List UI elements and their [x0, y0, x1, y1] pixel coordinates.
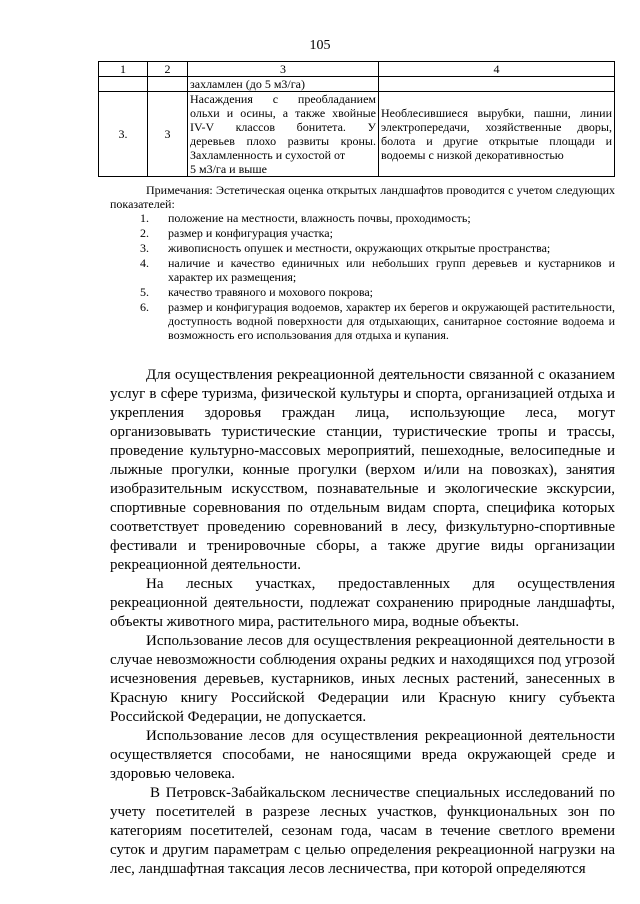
table-header-cell: 2: [148, 62, 188, 77]
list-item-number: 2.: [140, 226, 149, 240]
list-item-text: размер и конфигурация участка;: [168, 226, 333, 240]
table-row: [99, 92, 615, 177]
list-item: [110, 256, 615, 284]
list-item-text: положение на местности, влажность почвы, проходимость;: [168, 211, 471, 225]
list-item-text: качество травяного и мохового покрова;: [168, 285, 373, 299]
table-cell: [148, 77, 188, 92]
table-notes: [110, 183, 615, 343]
table-header-cell: 1: [99, 62, 148, 77]
page-number: 105: [309, 38, 331, 53]
list-item: [110, 300, 615, 342]
cell-line: Захламленность и сухостой от: [190, 148, 346, 162]
paragraph: В Петровск-Забайкальском лесничестве специальных исследований по учету посетителей в разрезе лесных участков, функциональных зон по категориям посетителей, сезонам года, часам в течение светлого времени суток и другим параметрам с целью определения рекреационной нагрузки на лес, ландшафтная таксация лесов лесничества, при которой определяются: [110, 785, 615, 877]
cell-line: деревьев плохо развиты кроны.: [190, 134, 376, 148]
table-cell: 3: [148, 92, 188, 177]
cell-line: электропередачи, хозяйственные дворы,: [381, 120, 612, 134]
list-item-number: 6.: [140, 300, 149, 314]
table-cell: [379, 92, 615, 177]
body-text: [110, 366, 615, 879]
table-cell: [99, 77, 148, 92]
cell-line: водоемы с низкой декоративностью: [381, 148, 564, 162]
table-row: [99, 77, 615, 92]
table-cell: [379, 77, 615, 92]
landscape-table: [98, 61, 615, 177]
list-item-number: 4.: [140, 256, 149, 270]
notes-list: [110, 211, 615, 342]
cell-line: Насаждения с преобладанием: [190, 92, 376, 106]
list-item: [110, 226, 615, 240]
list-item-text: наличие и качество единичных или небольших групп деревьев и кустарников и характер их размещения;: [168, 256, 615, 284]
cell-line: ольхи и осины, а также хвойные: [190, 106, 376, 120]
table-header-cell: 4: [379, 62, 615, 77]
list-item-number: 3.: [140, 241, 149, 255]
list-item: [110, 285, 615, 299]
paragraph: Использование лесов для осуществления рекреационной деятельности в случае невозможности соблюдения охраны редких и находящихся под угрозой исчезновения деревьев, кустарников, иных лесных растений, занесенных в Красную книгу Российской Федерации или Красную книгу субъекта Российской Федерации, не допускается.: [110, 633, 615, 725]
list-item-text: живописность опушек и местности, окружающих открытые пространства;: [168, 241, 551, 255]
table-cell: захламлен (до 5 м3/га): [188, 77, 379, 92]
list-item: [110, 211, 615, 225]
table-header-cell: 3: [188, 62, 379, 77]
cell-line: Необлесившиеся вырубки, пашни, линии: [381, 106, 612, 120]
notes-intro: Примечания: Эстетическая оценка открытых ландшафтов проводится с учетом следующих показателей:: [110, 183, 615, 211]
paragraph: На лесных участках, предоставленных для осуществления рекреационной деятельности, подлежат сохранению природные ландшафты, объекты животного мира, растительного мира, водные объекты.: [110, 576, 615, 630]
cell-line: болота и другие открытые площади и: [381, 134, 612, 148]
cell-line: 5 м3/га и выше: [190, 162, 267, 176]
paragraph: Для осуществления рекреационной деятельности связанной с оказанием услуг в сфере туризма, физической культуры и спорта, организацией отдыха и укрепления здоровья граждан лица, использующие леса, могут организовывать туристические станции, туристические тропы и трассы, проведение культурно-массовых мероприятий, пешеходные, велосипедные и лыжные прогулки, конные прогулки (верхом и/или на повозках), занятия изобразительным искусством, познавательные и экологические экскурсии, спортивные соревнования по отдельным видам спорта, специфика которых соответствует проведению соревнований в лесу, физкультурно-спортивные фестивали и тренировочные сборы, а также другие виды организации рекреационной деятельности.: [110, 367, 615, 573]
list-item-number: 5.: [140, 285, 149, 299]
table-cell: [188, 92, 379, 177]
list-item-number: 1.: [140, 211, 149, 225]
cell-line: IV-V классов бонитета. У: [190, 120, 376, 134]
table-cell: 3.: [99, 92, 148, 177]
paragraph: Использование лесов для осуществления рекреационной деятельности осуществляется способами, не наносящими вреда окружающей среде и здоровью человека.: [110, 728, 615, 782]
list-item: [110, 241, 615, 255]
list-item-text: размер и конфигурация водоемов, характер их берегов и окружающей растительности, доступность водной поверхности для отдыхающих, санитарное состояние водоема и возможность его использования для отдыха и купания.: [168, 300, 615, 342]
table-header-row: [99, 62, 615, 77]
